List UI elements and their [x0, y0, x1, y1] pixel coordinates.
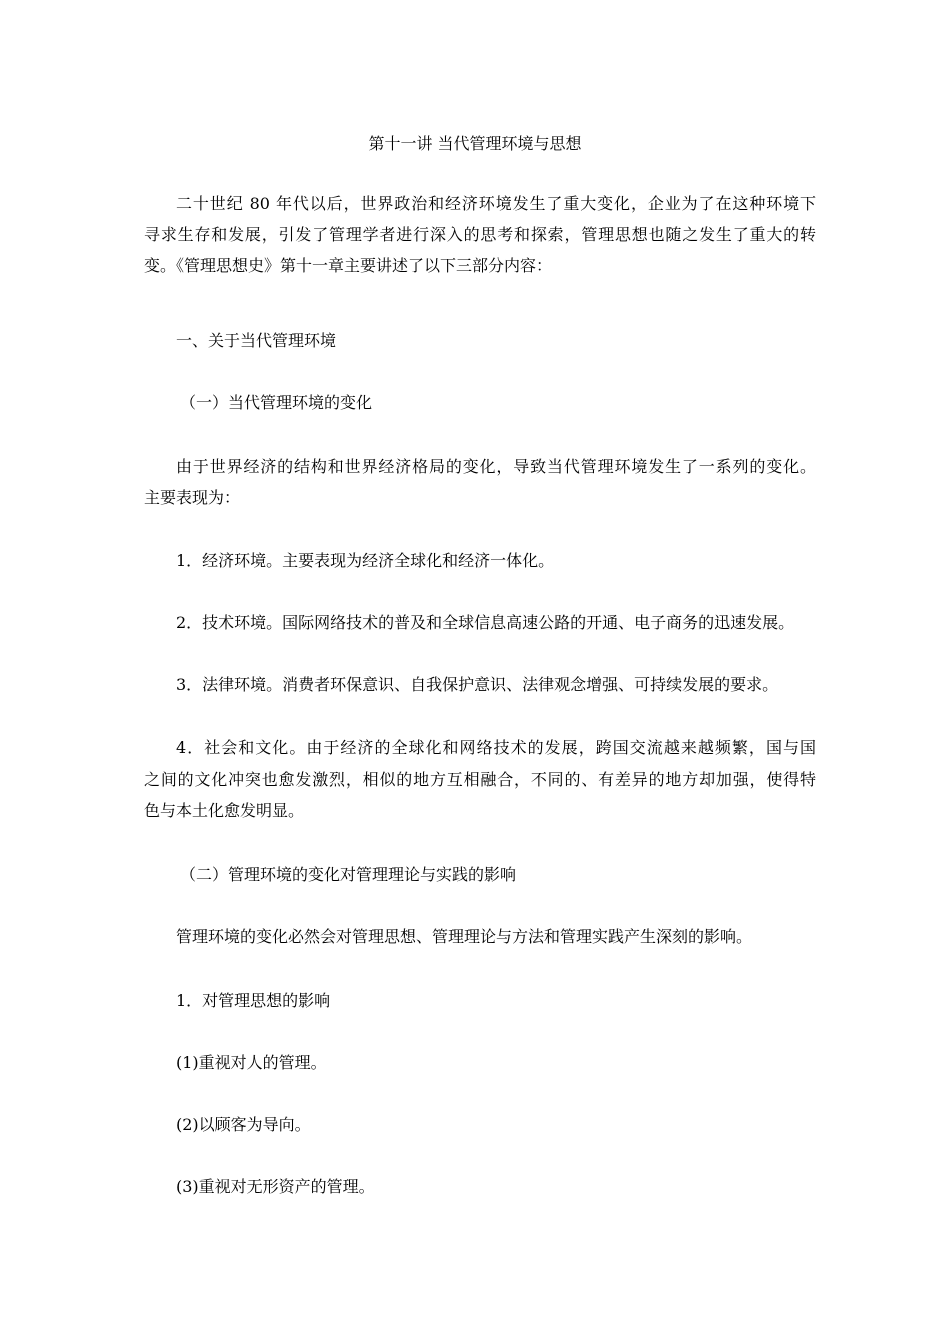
sub1-intro-line-1: 由于世界经济的结构和世界经济格局的变化，导致当代管理环境发生了一系列的变化。	[176, 457, 816, 476]
intro-line-3: 变。《管理思想史》第十一章主要讲述了以下三部分内容：	[144, 256, 553, 275]
point-item-3: (3)重视对无形资产的管理。	[176, 1177, 375, 1196]
subsection-2-item-1: 1．对管理思想的影响	[176, 991, 331, 1010]
section-heading-1: 一、关于当代管理环境	[176, 331, 337, 350]
point-item-2: (2)以顾客为导向。	[176, 1115, 311, 1134]
item4-line-3: 色与本土化愈发明显。	[144, 801, 305, 820]
intro-line-1: 二十世纪 80 年代以后，世界政治和经济环境发生了重大变化，企业为了在这种环境下	[176, 194, 816, 213]
subsection-2-intro: 管理环境的变化必然会对管理思想、管理理论与方法和管理实践产生深刻的影响。	[176, 927, 753, 946]
item4-line-1: 4．社会和文化。由于经济的全球化和网络技术的发展，跨国交流越来越频繁，国与国	[176, 738, 816, 757]
document-title: 第十一讲 当代管理环境与思想	[368, 134, 582, 153]
list-item-legal: 3．法律环境。消费者环保意识、自我保护意识、法律观念增强、可持续发展的要求。	[176, 675, 779, 694]
sub1-intro-line-2: 主要表现为：	[144, 488, 241, 507]
intro-line-2: 寻求生存和发展，引发了管理学者进行深入的思考和探索，管理思想也随之发生了重大的转	[144, 225, 816, 244]
list-item-economic: 1．经济环境。主要表现为经济全球化和经济一体化。	[176, 551, 555, 570]
subsection-heading-1: （一）当代管理环境的变化	[180, 393, 373, 412]
item4-line-2: 之间的文化冲突也愈发激烈，相似的地方互相融合，不同的、有差异的地方却加强，使得特	[144, 770, 816, 789]
point-item-1: (1)重视对人的管理。	[176, 1053, 327, 1072]
list-item-technology: 2．技术环境。国际网络技术的普及和全球信息高速公路的开通、电子商务的迅速发展。	[176, 613, 795, 632]
subsection-heading-2: （二）管理环境的变化对管理理论与实践的影响	[180, 865, 517, 884]
